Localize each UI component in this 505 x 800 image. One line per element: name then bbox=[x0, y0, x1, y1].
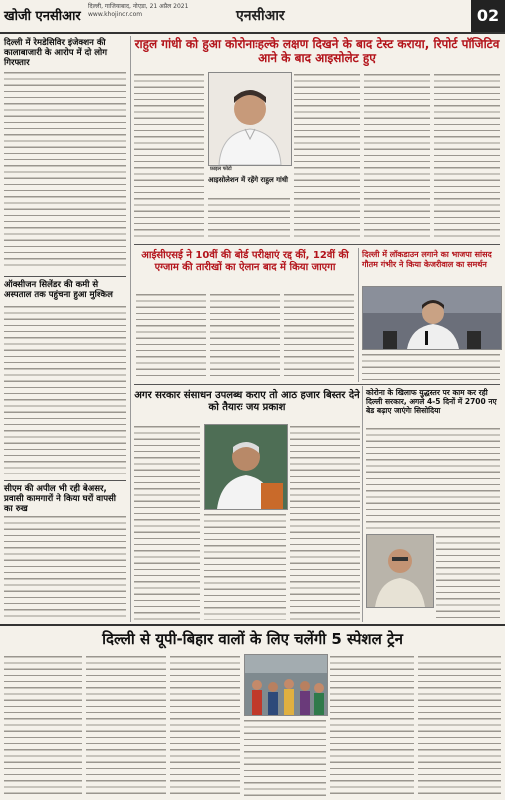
divider bbox=[134, 384, 500, 385]
story1-body-text bbox=[4, 70, 126, 270]
icse-headline: आईसीएसई ने 10वीं की बोर्ड परीक्षाएं रद्द कीं, 12वीं की एग्जाम की तारीखों का ऐलान बाद में किया जाएगा bbox=[141, 250, 349, 273]
sisodia-col bbox=[366, 426, 500, 530]
special-trains-headline: दिल्ली से यूपी-बिहार वालों के लिए चलेंगी 5 स्पेशल ट्रेन bbox=[102, 630, 403, 648]
top-story-headline: राहुल गांधी को हुआ कोरोनाःहल्के लक्षण दिखने के बाद टेस्ट कराया, रिपोर्ट पॉजिटिव आने के बाद आइसोलेट हुए bbox=[134, 37, 500, 66]
jp-col1 bbox=[134, 424, 200, 620]
date-line-2: www.khojincr.com bbox=[88, 11, 143, 18]
trains-col5 bbox=[330, 654, 414, 796]
date-line-1: दिल्ली, गाजियाबाद, नोएडा, 21 अप्रैल 2021 bbox=[88, 3, 189, 10]
crowd-graphic bbox=[245, 655, 327, 715]
press-conference-graphic bbox=[363, 287, 501, 349]
jp-col3 bbox=[290, 424, 360, 620]
portrait-graphic bbox=[367, 535, 433, 607]
top-story-col4 bbox=[364, 72, 430, 240]
manish-sisodia-photo bbox=[366, 534, 434, 608]
story2-headline: ऑक्सीजन सिलेंडर की कमी से अस्पताल तक पहुंचना हुआ मुश्किल bbox=[4, 280, 113, 301]
divider bbox=[4, 276, 126, 277]
photo-caption: फ़ाइल फोटो bbox=[210, 166, 290, 172]
column-rule bbox=[130, 36, 131, 622]
top-story-col2 bbox=[208, 196, 290, 240]
top-story-subhead: आइसोलेशन में रहेंगे राहुल गांधी bbox=[208, 176, 288, 184]
sisodia-col2 bbox=[436, 534, 500, 620]
gambhir-headline: दिल्ली में लॉकडाउन लगाने का भाजपा सांसद गौतम गंभीर ने किया केजरीवाल का समर्थन bbox=[362, 250, 492, 269]
gautam-gambhir-photo bbox=[362, 286, 502, 350]
masthead bbox=[0, 0, 505, 34]
divider bbox=[134, 244, 500, 245]
rahul-gandhi-photo bbox=[208, 72, 292, 166]
brand-name: खोजी एनसीआर bbox=[4, 9, 81, 24]
trains-col3 bbox=[170, 654, 240, 796]
icse-col2 bbox=[210, 292, 280, 380]
column-rule bbox=[362, 386, 363, 622]
trains-col6 bbox=[418, 654, 501, 796]
icse-col3 bbox=[284, 292, 354, 380]
section-name: एनसीआर bbox=[236, 8, 285, 24]
divider bbox=[0, 624, 505, 626]
top-story-col3 bbox=[294, 72, 360, 240]
story2-body-text bbox=[4, 304, 126, 474]
top-story-col1 bbox=[134, 72, 204, 240]
icse-col1 bbox=[136, 292, 206, 380]
sisodia-headline: कोरोना के खिलाफ युद्धस्तर पर काम कर रही दिल्ली सरकार, अगले 4-5 दिनों में 2700 नए बेड बढ़ाए जाएंगेः सिसोदिया bbox=[366, 388, 497, 415]
issue-date bbox=[88, 3, 188, 19]
jai-prakash-photo bbox=[204, 424, 288, 510]
portrait-graphic bbox=[209, 73, 291, 165]
trains-col4 bbox=[244, 718, 326, 796]
page-number: 02 bbox=[471, 0, 505, 32]
top-story-col5 bbox=[434, 72, 500, 240]
story1-headline: दिल्ली में रेमडेसिविर इंजेक्शन की कालाबाजारी के आरोप में दो लोग गिरफ्तार bbox=[4, 38, 108, 69]
gambhir-body-top bbox=[362, 352, 500, 382]
trains-col2 bbox=[86, 654, 166, 796]
railway-station-photo bbox=[244, 654, 328, 716]
portrait-graphic bbox=[205, 425, 287, 509]
column-rule bbox=[358, 248, 359, 382]
trains-col1 bbox=[4, 654, 82, 796]
jp-col2 bbox=[204, 512, 286, 620]
divider bbox=[4, 480, 126, 481]
story3-body-text bbox=[4, 514, 126, 620]
story3-headline: सीएम की अपील भी रही बेअसर, प्रवासी कामगारों ने किया घरों वापसी का रुख bbox=[4, 484, 116, 515]
jai-prakash-headline: अगर सरकार संसाधन उपलब्ध कराए तो आठ हजार बिस्तर देने को तैयारः जय प्रकाश bbox=[134, 390, 360, 413]
